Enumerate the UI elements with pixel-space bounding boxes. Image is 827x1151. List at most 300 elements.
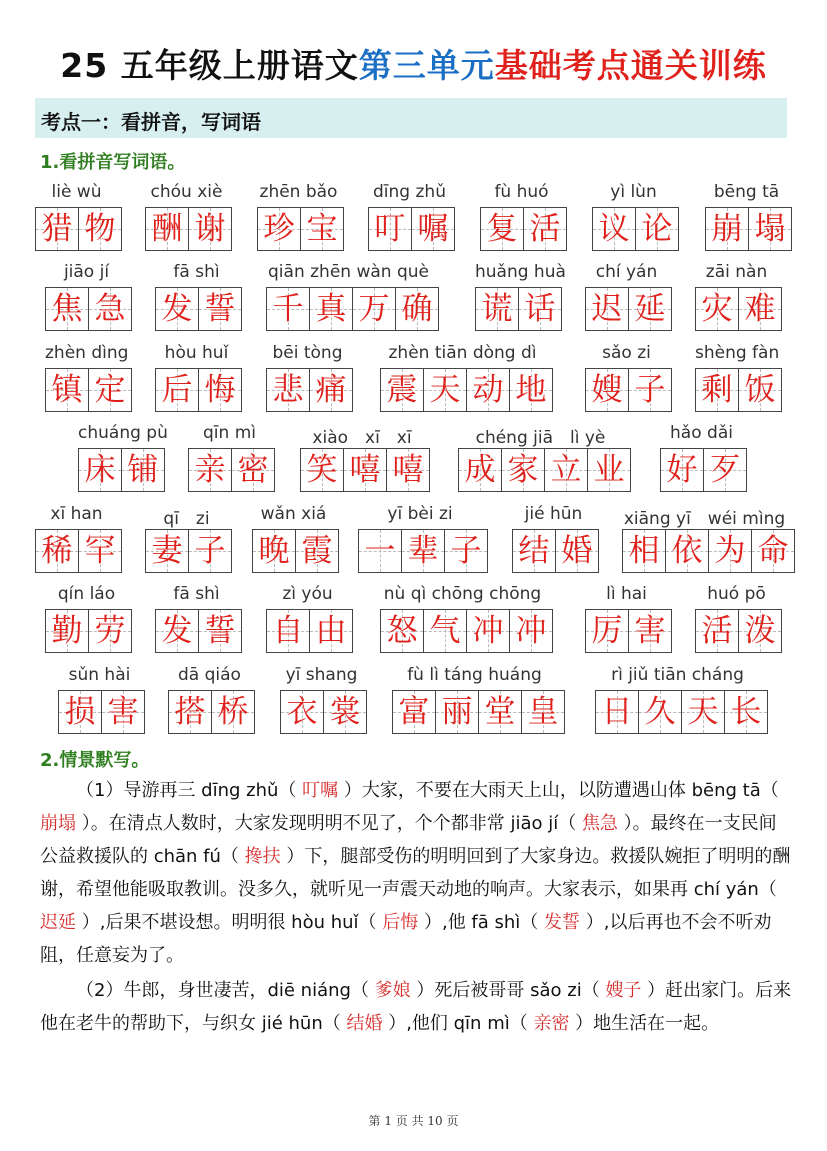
answer-character: 富 [398, 694, 430, 730]
character-cell [88, 609, 132, 653]
answer-character: 立 [550, 452, 582, 488]
answer-character: 地 [515, 372, 547, 408]
pinyin-label: chóu xiè [150, 182, 223, 202]
answer-character: 物 [84, 211, 116, 247]
character-cell [401, 529, 445, 573]
character-cell [444, 529, 488, 573]
character-cell [231, 448, 275, 492]
pinyin-label: lì hai [606, 584, 647, 604]
tianzige-box [45, 609, 132, 653]
character-cell [480, 207, 524, 251]
answer-character: 泼 [744, 613, 776, 649]
answer-character: 堂 [484, 694, 516, 730]
character-cell [635, 207, 679, 251]
answer-character: 珍 [263, 211, 295, 247]
page-footer: 第 1 页 共 10 页 [368, 1114, 459, 1128]
character-cell [168, 690, 212, 734]
answer-character: 劳 [94, 613, 126, 649]
answer: 发誓 [544, 912, 581, 933]
answer-character: 剩 [701, 372, 733, 408]
answer-character: 相 [628, 533, 660, 569]
page-title [0, 40, 827, 87]
tianzige-box [266, 287, 439, 331]
character-cell [523, 207, 567, 251]
tianzige-box [705, 207, 792, 251]
tianzige-box [266, 609, 353, 653]
tianzige-box [35, 529, 122, 573]
character-cell [509, 609, 553, 653]
character-cell [708, 529, 752, 573]
character-cell [411, 207, 455, 251]
character-cell [358, 529, 402, 573]
character-cell [101, 690, 145, 734]
answer-character: 后 [161, 372, 193, 408]
character-cell [544, 448, 588, 492]
character-cell [58, 690, 102, 734]
character-cell [368, 207, 412, 251]
answer-character: 为 [714, 533, 746, 569]
tianzige-box [45, 368, 132, 412]
answer: 焦急 [581, 813, 618, 834]
character-cell [681, 690, 725, 734]
character-cell [585, 287, 629, 331]
character-cell [628, 609, 672, 653]
character-cell [592, 207, 636, 251]
pinyin-label: fù lì táng huáng [407, 665, 542, 685]
answer-character: 动 [472, 372, 504, 408]
answer-character: 发 [161, 291, 193, 327]
character-cell [155, 287, 199, 331]
answer-character: 久 [644, 694, 676, 730]
character-cell [78, 529, 122, 573]
answer-character: 叮 [374, 211, 406, 247]
answer-character: 床 [84, 452, 116, 488]
character-cell [392, 690, 436, 734]
scenario-paragraph-1: （1）导游再三 dīng zhǔ（ 叮嘱 ）大家，不要在大雨天上山，以防遭遇山体 bēng tā（ 崩塌 ）。在清点人数时，大家发现明明不见了，个个都非常 jiāo jí（ 焦急 ）。最终在一支民间公益救援队的 chān fú（ 搀扶 ）下，腿部受伤的明明回到了大家身边。救援队婉拒了明明的酬谢，希望他能吸取教训。没多久，就听见一声震天动地的响声。大家表示，如果再 chí yán（ 迟延 ）,后果不堪设想。明明很 hòu huǐ（ 后悔 ）,他 fā shì（ 发誓 ）,以后再也不会不听劝阻，任意妄为了。 [40, 780, 791, 966]
answer-character: 崩 [711, 211, 743, 247]
pinyin-label: rì jiǔ tiān cháng [611, 665, 744, 685]
character-cell [211, 690, 255, 734]
title-part-3: 基础考点通关训练 [494, 46, 767, 85]
tianzige-box [280, 690, 367, 734]
answer-character: 桥 [217, 694, 249, 730]
tianzige-box [585, 368, 672, 412]
character-cell [266, 609, 310, 653]
character-cell [622, 529, 666, 573]
character-cell [501, 448, 545, 492]
answer-character: 痛 [315, 372, 347, 408]
tianzige-box [145, 529, 232, 573]
answer-character: 裳 [329, 694, 361, 730]
character-cell [323, 690, 367, 734]
answer-character: 天 [687, 694, 719, 730]
answer-character: 笑 [306, 452, 338, 488]
pinyin-label: liè wù [51, 182, 102, 202]
answer-character: 嫂 [591, 372, 623, 408]
character-cell [45, 368, 89, 412]
answer-character: 结 [518, 533, 550, 569]
pinyin-label: chuáng pù [78, 423, 168, 443]
pinyin-label: chéng jiā lì yè [475, 428, 606, 448]
character-cell [395, 287, 439, 331]
exercise-1-title: 1.看拼音写词语。 [40, 152, 186, 173]
character-cell [155, 368, 199, 412]
character-cell [466, 368, 510, 412]
answer-character: 塌 [754, 211, 786, 247]
character-cell [521, 690, 565, 734]
character-cell [423, 609, 467, 653]
answer-character: 复 [486, 211, 518, 247]
pinyin-label: sǔn hài [68, 665, 131, 685]
answer-character: 论 [641, 211, 673, 247]
character-cell [78, 448, 122, 492]
character-cell [257, 207, 301, 251]
tianzige-box [45, 287, 132, 331]
character-cell [198, 609, 242, 653]
tianzige-box [188, 448, 275, 492]
character-cell [188, 448, 232, 492]
character-cell [380, 609, 424, 653]
character-cell [518, 287, 562, 331]
tianzige-box [257, 207, 344, 251]
answer-character: 一 [364, 533, 396, 569]
pinyin-label: jiāo jí [63, 262, 110, 282]
title-part-1: 25 五年级上册语文 [60, 46, 359, 85]
answer-character: 稀 [41, 533, 73, 569]
pinyin-label: huó pō [707, 584, 766, 604]
pinyin-label: zāi nàn [705, 262, 768, 282]
character-cell [705, 207, 749, 251]
answer-character: 婚 [561, 533, 593, 569]
tianzige-box [622, 529, 795, 573]
answer-character: 急 [94, 291, 126, 327]
tianzige-box [585, 609, 672, 653]
character-cell [280, 690, 324, 734]
character-cell [352, 287, 396, 331]
pinyin-label: wǎn xiá [260, 504, 327, 524]
pinyin-label: huǎng huà [475, 262, 566, 282]
answer-character: 怒 [386, 613, 418, 649]
tianzige-box [168, 690, 255, 734]
answer-character: 定 [94, 372, 126, 408]
pinyin-label: jié hūn [524, 504, 583, 524]
pinyin-label: zì yóu [282, 584, 333, 604]
pinyin-label: xiāng yī wéi mìng [623, 509, 786, 529]
answer-character: 万 [358, 291, 390, 327]
answer-character: 亲 [194, 452, 226, 488]
tianzige-box [155, 609, 242, 653]
exercise-2-title: 2.情景默写。 [40, 750, 150, 771]
character-cell [660, 448, 704, 492]
answer-character: 歹 [709, 452, 741, 488]
pinyin-label: qiān zhēn wàn què [268, 262, 429, 282]
character-cell [478, 690, 522, 734]
answer-character: 灾 [701, 291, 733, 327]
answer-character: 命 [757, 533, 789, 569]
character-cell [585, 368, 629, 412]
tianzige-box [380, 368, 553, 412]
section-header [35, 98, 787, 138]
answer-character: 延 [634, 291, 666, 327]
character-cell [638, 690, 682, 734]
character-cell [266, 368, 310, 412]
pinyin-label: xiào xī xī [312, 428, 412, 448]
answer: 嫂子 [605, 980, 642, 1001]
tianzige-box [592, 207, 679, 251]
pinyin-label: yī bèi zi [387, 504, 453, 524]
answer-character: 厉 [591, 613, 623, 649]
tianzige-box [78, 448, 165, 492]
answer-character: 日 [601, 694, 633, 730]
character-cell [555, 529, 599, 573]
character-cell [738, 609, 782, 653]
tianzige-box [695, 368, 782, 412]
answer-character: 由 [315, 613, 347, 649]
tianzige-box [58, 690, 145, 734]
character-cell [188, 529, 232, 573]
answer-character: 嘻 [392, 452, 424, 488]
character-cell [343, 448, 387, 492]
character-cell [628, 287, 672, 331]
tianzige-box [368, 207, 455, 251]
answer-character: 焦 [51, 291, 83, 327]
character-cell [423, 368, 467, 412]
answer-character: 迟 [591, 291, 623, 327]
character-cell [695, 287, 739, 331]
tianzige-box [480, 207, 567, 251]
answer-character: 害 [107, 694, 139, 730]
answer-character: 千 [272, 291, 304, 327]
character-cell [88, 368, 132, 412]
answer-character: 悲 [272, 372, 304, 408]
character-cell [587, 448, 631, 492]
answer: 爹娘 [374, 980, 411, 1001]
tianzige-box [252, 529, 339, 573]
answer-character: 活 [529, 211, 561, 247]
answer-character: 好 [666, 452, 698, 488]
answer-character: 长 [730, 694, 762, 730]
pinyin-label: bēi tòng [272, 343, 343, 363]
answer-character: 业 [593, 452, 625, 488]
answer-character: 成 [464, 452, 496, 488]
character-cell [458, 448, 502, 492]
tianzige-box [392, 690, 565, 734]
pinyin-label: fù huó [494, 182, 549, 202]
character-cell [266, 287, 310, 331]
pinyin-label: qīn mì [203, 423, 256, 443]
answer-character: 酬 [151, 211, 183, 247]
character-cell [738, 368, 782, 412]
answer-character: 自 [272, 613, 304, 649]
character-cell [309, 609, 353, 653]
character-cell [738, 287, 782, 331]
answer-character: 霞 [301, 533, 333, 569]
tianzige-box [145, 207, 232, 251]
tianzige-box [380, 609, 553, 653]
answer-character: 震 [386, 372, 418, 408]
answer-character: 搭 [174, 694, 206, 730]
answer-character: 镇 [51, 372, 83, 408]
tianzige-box [358, 529, 488, 573]
pinyin-label: xī han [50, 504, 103, 524]
answer-character: 誓 [204, 291, 236, 327]
answer: 亲密 [533, 1013, 570, 1034]
tianzige-box [475, 287, 562, 331]
answer-character: 嘱 [417, 211, 449, 247]
answer: 崩塌 [40, 813, 76, 834]
answer-character: 天 [429, 372, 461, 408]
tianzige-box [595, 690, 768, 734]
tianzige-box [585, 287, 672, 331]
answer-character: 冲 [515, 613, 547, 649]
title-part-2: 第三单元 [358, 46, 495, 85]
pinyin-label: hòu huǐ [164, 343, 229, 363]
answer-character: 铺 [127, 452, 159, 488]
tianzige-box [155, 368, 242, 412]
pinyin-label: fā shì [173, 262, 220, 282]
character-cell [628, 368, 672, 412]
character-cell [198, 368, 242, 412]
answer-character: 子 [634, 372, 666, 408]
character-cell [466, 609, 510, 653]
character-cell [695, 609, 739, 653]
tianzige-box [300, 448, 430, 492]
answer-character: 真 [315, 291, 347, 327]
character-cell [35, 529, 79, 573]
answer-character: 话 [524, 291, 556, 327]
answer-character: 勤 [51, 613, 83, 649]
answer-character: 气 [429, 613, 461, 649]
character-cell [386, 448, 430, 492]
pinyin-label: qī zi [163, 509, 210, 529]
answer: 迟延 [40, 912, 76, 933]
tianzige-box [695, 609, 782, 653]
answer-character: 晚 [258, 533, 290, 569]
character-cell [509, 368, 553, 412]
answer-character: 冲 [472, 613, 504, 649]
answer-character: 宝 [306, 211, 338, 247]
character-cell [435, 690, 479, 734]
answer-character: 依 [671, 533, 703, 569]
pinyin-label: sǎo zi [602, 343, 651, 363]
character-cell [695, 368, 739, 412]
answer-character: 子 [450, 533, 482, 569]
tianzige-box [660, 448, 747, 492]
character-cell [188, 207, 232, 251]
character-cell [751, 529, 795, 573]
tianzige-box [458, 448, 631, 492]
character-cell [121, 448, 165, 492]
pinyin-label: fā shì [173, 584, 220, 604]
character-cell [198, 287, 242, 331]
character-cell [703, 448, 747, 492]
answer-character: 悔 [204, 372, 236, 408]
answer-character: 损 [64, 694, 96, 730]
character-cell [78, 207, 122, 251]
pinyin-label: qín láo [57, 584, 116, 604]
answer-character: 确 [401, 291, 433, 327]
answer: 搀扶 [244, 846, 281, 867]
answer-character: 猎 [41, 211, 73, 247]
answer: 结婚 [346, 1013, 383, 1034]
character-cell [45, 609, 89, 653]
tianzige-box [512, 529, 599, 573]
answer-character: 辈 [407, 533, 439, 569]
pinyin-label: dā qiáo [178, 665, 241, 685]
character-cell [300, 207, 344, 251]
answer-character: 饭 [744, 372, 776, 408]
character-cell [512, 529, 556, 573]
pinyin-label: chí yán [595, 262, 658, 282]
section-title: 考点一：看拼音，写词语 [41, 110, 261, 134]
character-cell [665, 529, 709, 573]
answer-character: 议 [598, 211, 630, 247]
pinyin-label: shèng fàn [695, 343, 780, 363]
answer-character: 妻 [151, 533, 183, 569]
character-cell [145, 529, 189, 573]
tianzige-box [695, 287, 782, 331]
character-cell [380, 368, 424, 412]
answer-character: 谢 [194, 211, 226, 247]
answer-character: 嘻 [349, 452, 381, 488]
answer: 后悔 [382, 912, 419, 933]
answer-character: 发 [161, 613, 193, 649]
character-cell [35, 207, 79, 251]
answer-character: 谎 [481, 291, 513, 327]
answer-character: 难 [744, 291, 776, 327]
answer-character: 衣 [286, 694, 318, 730]
answer-character: 罕 [84, 533, 116, 569]
pinyin-label: bēng tā [713, 182, 780, 202]
pinyin-label: zhèn tiān dòng dì [388, 343, 537, 363]
answer-character: 密 [237, 452, 269, 488]
pinyin-label: yì lùn [610, 182, 657, 202]
character-cell [252, 529, 296, 573]
character-cell [145, 207, 189, 251]
character-cell [45, 287, 89, 331]
character-cell [309, 287, 353, 331]
answer-character: 害 [634, 613, 666, 649]
answer-character: 子 [194, 533, 226, 569]
character-cell [748, 207, 792, 251]
answer-character: 活 [701, 613, 733, 649]
scenario-paragraph-2: （2）牛郎，身世凄苦，diē niáng（ 爹娘 ）死后被哥哥 sǎo zi（ 嫂子 ）赶出家门。后来他在老牛的帮助下，与织女 jié hūn（ 结婚 ）,他们 qīn mì（ 亲密 ）地生活在一起。 [40, 980, 792, 1034]
pinyin-label: dīng zhǔ [373, 182, 446, 202]
tianzige-box [35, 207, 122, 251]
answer: 叮嘱 [302, 780, 339, 801]
pinyin-label: yī shang [285, 665, 358, 685]
character-cell [88, 287, 132, 331]
answer-character: 家 [507, 452, 539, 488]
tianzige-box [155, 287, 242, 331]
pinyin-label: nù qì chōng chōng [383, 584, 542, 604]
pinyin-label: zhèn dìng [45, 343, 129, 363]
character-cell [300, 448, 344, 492]
character-cell [309, 368, 353, 412]
character-cell [595, 690, 639, 734]
character-cell [724, 690, 768, 734]
character-cell [295, 529, 339, 573]
answer-character: 皇 [527, 694, 559, 730]
answer-character: 誓 [204, 613, 236, 649]
tianzige-box [266, 368, 353, 412]
character-cell [475, 287, 519, 331]
pinyin-label: hǎo dǎi [670, 423, 733, 443]
character-cell [155, 609, 199, 653]
answer-character: 丽 [441, 694, 473, 730]
character-cell [585, 609, 629, 653]
pinyin-label: zhēn bǎo [259, 182, 338, 202]
